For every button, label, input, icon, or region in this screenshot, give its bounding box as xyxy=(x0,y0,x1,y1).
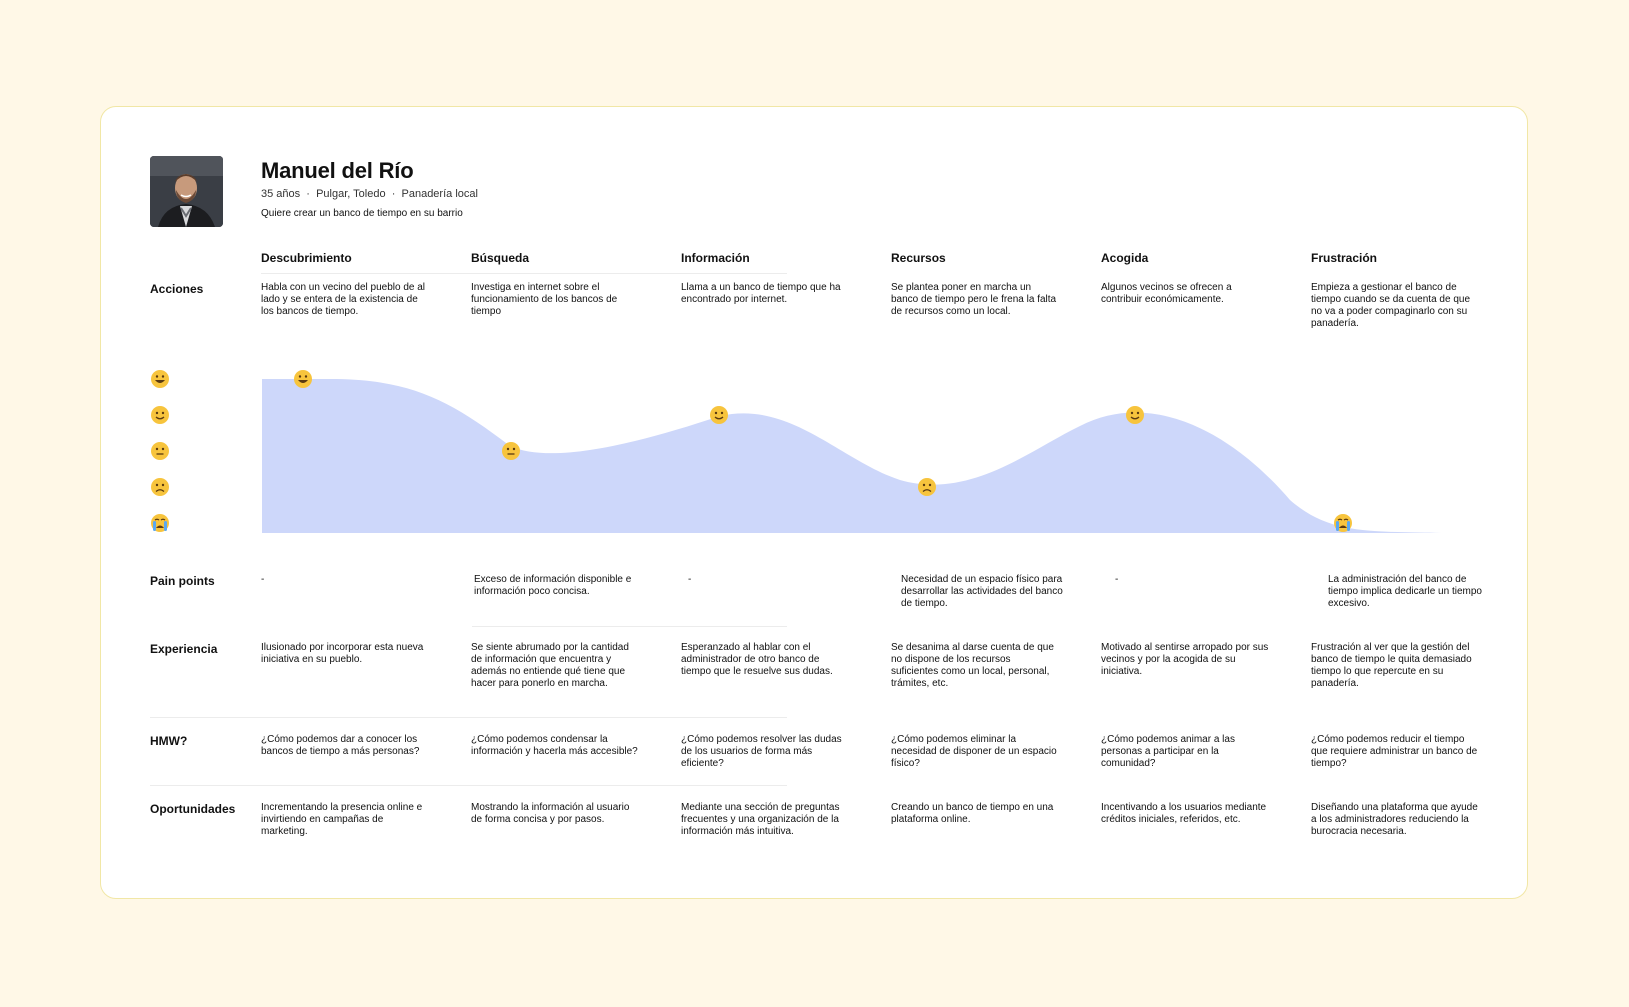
experiencia-cell: Se siente abrumado por la cantidad de información que encuentra y además no entiende qué tiene que hacer para ponerlo en marcha. xyxy=(471,642,629,689)
happy-face-icon xyxy=(150,405,170,425)
divider xyxy=(261,273,787,274)
stage-title: Acogida xyxy=(1101,251,1149,265)
row-label-oportunidades: Oportunidades xyxy=(150,802,236,816)
persona-business: Panadería local xyxy=(401,188,478,200)
divider xyxy=(472,626,787,627)
persona-meta xyxy=(261,188,478,200)
persona-age: 35 años xyxy=(261,188,301,200)
stage-title: Frustración xyxy=(1311,251,1378,265)
crying-face-icon xyxy=(150,513,170,533)
experiencia-cell: Esperanzado al hablar con el administrador de otro banco de tiempo que le resuelve sus dudas. xyxy=(681,642,833,677)
hmw-cell: ¿Cómo podemos animar a las personas a participar en la comunidad? xyxy=(1101,734,1235,769)
pain-cell: - xyxy=(1115,574,1119,585)
persona-avatar xyxy=(150,156,223,227)
pain-cell: Necesidad de un espacio físico para desarrollar las actividades del banco de tiempo. xyxy=(901,574,1063,609)
oportunidades-cell: Incentivando a los usuarios mediante créditos iniciales, referidos, etc. xyxy=(1101,802,1267,825)
persona-photo-icon xyxy=(150,156,223,227)
very-happy-face-icon xyxy=(294,370,312,388)
hmw-cell: ¿Cómo podemos dar a conocer los bancos de tiempo a más personas? xyxy=(261,734,420,757)
acciones-cell: Habla con un vecino del pueblo de al lado y se entera de la existencia de los bancos de tiempo. xyxy=(261,282,426,317)
experiencia-cell: Motivado al sentirse arropado por sus vecinos y por la acogida de su iniciativa. xyxy=(1101,642,1269,677)
stage-title: Información xyxy=(681,251,750,265)
row-label-pain: Pain points xyxy=(150,574,215,588)
hmw-cell: ¿Cómo podemos eliminar la necesidad de disponer de un espacio físico? xyxy=(891,734,1057,769)
oportunidades-cell: Mostrando la información al usuario de forma concisa y por pasos. xyxy=(471,802,630,825)
experiencia-cell: Ilusionado por incorporar esta nueva iniciativa en su pueblo. xyxy=(261,642,424,665)
acciones-cell: Algunos vecinos se ofrecen a contribuir económicamente. xyxy=(1101,282,1232,305)
pain-cell: - xyxy=(261,574,265,585)
oportunidades-cell: Mediante una sección de preguntas frecuentes y una organización de la información más intuitiva. xyxy=(681,802,840,837)
divider xyxy=(150,785,787,786)
persona-goal: Quiere crear un banco de tiempo en su barrio xyxy=(261,208,463,219)
sad-face-icon xyxy=(150,477,170,497)
happy-face-icon xyxy=(1126,406,1144,424)
acciones-cell: Empieza a gestionar el banco de tiempo cuando se da cuenta de que no va a poder compaginarlo con su panadería. xyxy=(1311,282,1471,329)
emotion-curve-chart xyxy=(250,360,1450,540)
divider xyxy=(150,717,787,718)
acciones-cell: Se plantea poner en marcha un banco de tiempo pero le frena la falta de recursos como un local. xyxy=(891,282,1057,317)
persona-name: Manuel del Río xyxy=(261,158,414,183)
meta-separator: · xyxy=(303,188,313,200)
hmw-cell: ¿Cómo podemos resolver las dudas de los usuarios de forma más eficiente? xyxy=(681,734,842,769)
row-label-acciones: Acciones xyxy=(150,282,204,296)
emotion-curve-area xyxy=(262,379,1442,533)
stage-title: Descubrimiento xyxy=(261,251,352,265)
neutral-face-icon xyxy=(502,442,520,460)
hmw-cell: ¿Cómo podemos reducir el tiempo que requiere administrar un banco de tiempo? xyxy=(1311,734,1478,769)
crying-face-icon xyxy=(1334,514,1352,532)
experiencia-cell: Frustración al ver que la gestión del banco de tiempo le quita demasiado tiempo lo que repercute en su panadería. xyxy=(1311,642,1472,689)
meta-separator: · xyxy=(388,188,399,200)
very-happy-face-icon xyxy=(150,369,170,389)
pain-cell: La administración del banco de tiempo implica dedicarle un tiempo excesivo. xyxy=(1328,574,1482,609)
stage-title: Recursos xyxy=(891,251,946,265)
row-label-hmw: HMW? xyxy=(150,734,188,748)
oportunidades-cell: Creando un banco de tiempo en una plataforma online. xyxy=(891,802,1054,825)
pain-cell: Exceso de información disponible e información poco concisa. xyxy=(474,574,632,597)
sad-face-icon xyxy=(918,478,936,496)
acciones-cell: Investiga en internet sobre el funcionamiento de los bancos de tiempo xyxy=(471,282,618,317)
persona-location: Pulgar, Toledo xyxy=(316,188,386,200)
row-label-experiencia: Experiencia xyxy=(150,642,218,656)
happy-face-icon xyxy=(710,406,728,424)
experiencia-cell: Se desanima al darse cuenta de que no dispone de los recursos suficientes como un local, personal, trámites, etc. xyxy=(891,642,1054,689)
pain-cell: - xyxy=(688,574,692,585)
neutral-face-icon xyxy=(150,441,170,461)
hmw-cell: ¿Cómo podemos condensar la información y hacerla más accesible? xyxy=(471,734,638,757)
oportunidades-cell: Diseñando una plataforma que ayude a los administradores reduciendo la burocracia necesaria. xyxy=(1311,802,1478,837)
oportunidades-cell: Incrementando la presencia online e invirtiendo en campañas de marketing. xyxy=(261,802,423,837)
acciones-cell: Llama a un banco de tiempo que ha encontrado por internet. xyxy=(681,282,841,305)
stage-title: Búsqueda xyxy=(471,251,530,265)
